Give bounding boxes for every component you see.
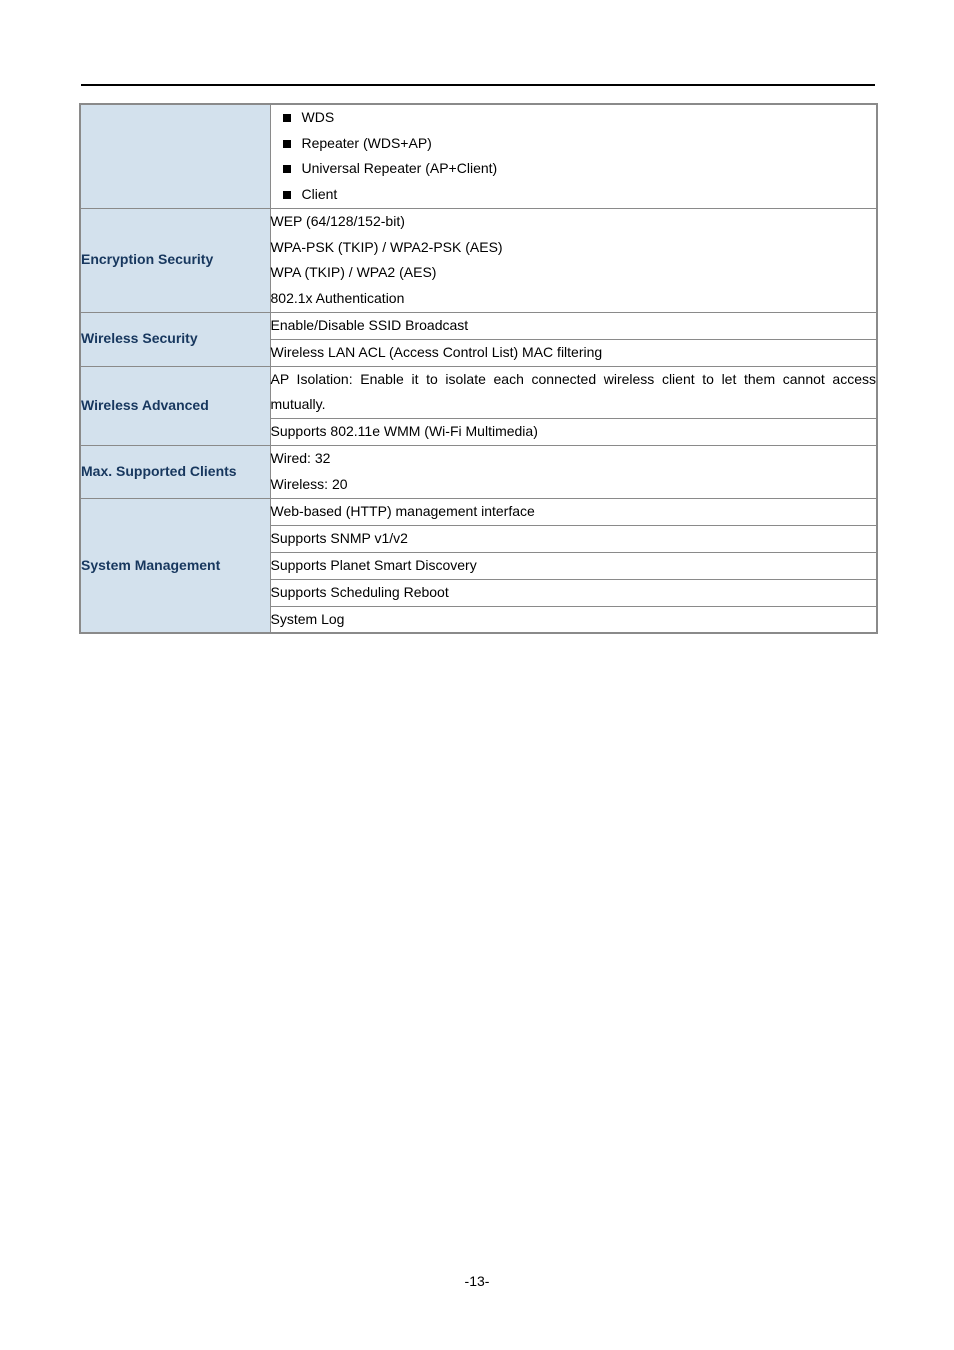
wireless-advanced-value: Supports 802.11e WMM (Wi-Fi Multimedia) xyxy=(270,418,877,445)
wireless-security-value: Enable/Disable SSID Broadcast xyxy=(270,312,877,339)
square-bullet-icon xyxy=(283,140,291,148)
table-row-wireless-security-1 xyxy=(80,312,877,339)
list-item: Client xyxy=(283,182,877,208)
system-management-value: Supports Scheduling Reboot xyxy=(270,579,877,606)
modes-label-cell xyxy=(80,104,270,208)
specifications-table xyxy=(79,103,878,634)
square-bullet-icon xyxy=(283,191,291,199)
table-row-max-clients xyxy=(80,445,877,498)
list-item: WDS xyxy=(283,105,877,131)
table-row-encryption xyxy=(80,208,877,312)
list-item: Universal Repeater (AP+Client) xyxy=(283,156,877,182)
table-row-modes xyxy=(80,104,877,208)
modes-value-cell xyxy=(270,104,877,208)
system-management-label: System Management xyxy=(80,498,270,633)
page-number: -13- xyxy=(464,1273,490,1289)
system-management-value: Web-based (HTTP) management interface xyxy=(270,498,877,525)
header-rule xyxy=(81,84,875,86)
square-bullet-icon xyxy=(283,165,291,173)
wireless-advanced-label: Wireless Advanced xyxy=(80,366,270,445)
table-row-wireless-advanced-1 xyxy=(80,366,877,418)
encryption-security-values: WEP (64/128/152-bit) WPA-PSK (TKIP) / WPA2-PSK (AES) WPA (TKIP) / WPA2 (AES) 802.1x Authentication xyxy=(270,208,877,312)
wireless-security-value: Wireless LAN ACL (Access Control List) MAC filtering xyxy=(270,339,877,366)
table-row-system-management-1 xyxy=(80,498,877,525)
wireless-advanced-value: AP Isolation: Enable it to isolate each connected wireless client to let them cannot access mutually. xyxy=(270,366,877,418)
encryption-security-label: Encryption Security xyxy=(80,208,270,312)
list-item: Repeater (WDS+AP) xyxy=(283,131,877,157)
system-management-value: Supports SNMP v1/v2 xyxy=(270,525,877,552)
max-supported-clients-values: Wired: 32 Wireless: 20 xyxy=(270,445,877,498)
system-management-value: Supports Planet Smart Discovery xyxy=(270,552,877,579)
wireless-security-label: Wireless Security xyxy=(80,312,270,366)
square-bullet-icon xyxy=(283,114,291,122)
system-management-value: System Log xyxy=(270,606,877,633)
modes-list xyxy=(271,105,877,208)
max-supported-clients-label: Max. Supported Clients xyxy=(80,445,270,498)
